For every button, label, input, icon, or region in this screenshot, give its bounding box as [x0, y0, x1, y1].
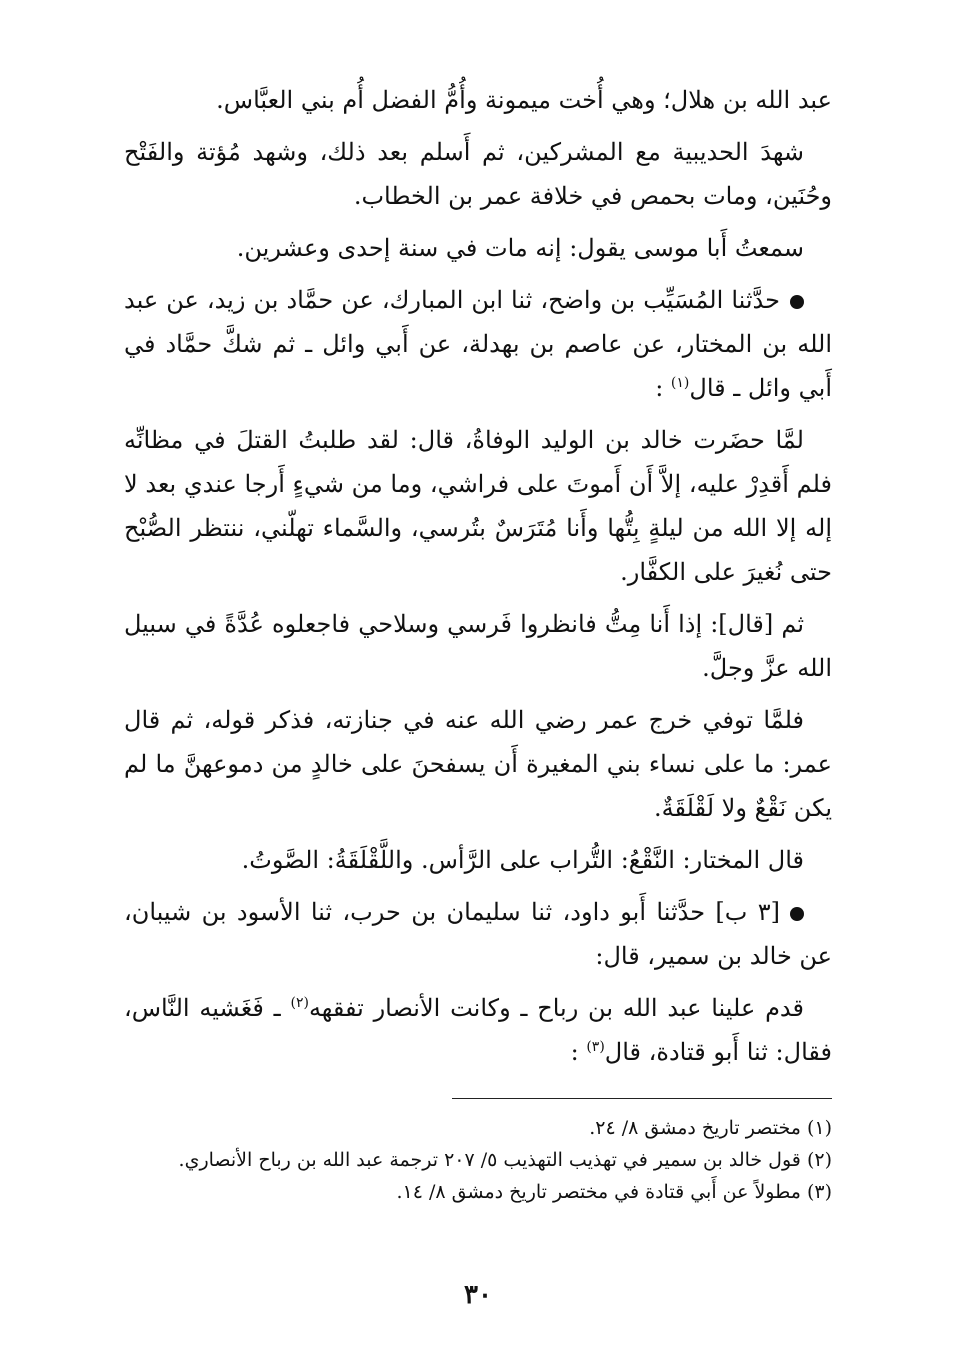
footnote: (٢) قول خالد بن سمير في تهذيب التهذيب ٥/ ٢٠٧ ترجمة عبد الله بن رباح الأنصاري.	[178, 1149, 832, 1171]
paragraph: قدم علينا عبد الله بن رباح ـ وكانت الأنصار تفقهه$^{(٢)}$ ـ فَغَشيه النَّاس، فقال: ثنا أَبو قتادة، قال$^{(٣)}$ :	[124, 994, 832, 1066]
paragraph: عبد الله بن هلال؛ وهي أُخت ميمونة وأُمُّ الفضل أُم بني العبَّاس.	[216, 86, 832, 114]
paragraph: قال المختار: النَّقْعُ: التُّراب على الرَّأس. واللَّقْلَقَةُ: الصَّوتُ.	[241, 846, 804, 874]
bullet-icon	[790, 295, 804, 309]
paragraph: [٣ ب] حدَّثنا أَبو داود، ثنا سليمان بن حرب، ثنا الأسود بن شيبان، عن خالد بن سمير، قال:	[124, 898, 832, 970]
paragraph: ثم [قال]: إذا أَنا مِتُّ فانظروا فَرسي وسلاحي فاجعلوه عُدَّةً في سبيل الله عزَّ وجلَّ.	[124, 610, 832, 682]
paragraph: فلمَّا توفي خرج عمر رضي الله عنه في جنازته، فذكر قوله، ثم قال عمر: ما على نساء بني المغيرة أَن يسفحنَ على خالدٍ من دموعهنَّ ما لم يكن نَقْعٌ ولا لَقْلَقَةٌ.	[124, 706, 832, 822]
footnote: (٣) مطولاً عن أَبي قتادة في مختصر تاريخ دمشق ٨/ ١٤.	[396, 1181, 832, 1203]
footnote-ref: (١)	[670, 375, 690, 391]
footnote-divider	[452, 1098, 832, 1099]
footnotes	[124, 1112, 832, 1208]
paragraph: شهدَ الحديبية مع المشركين، ثم أَسلم بعد ذلك، وشهد مُؤتة والفَتْح وحُنَين، ومات بحمص في خلافة عمر بن الخطاب.	[124, 138, 832, 210]
main-text	[124, 78, 832, 1082]
footnote: (١) مختصر تاريخ دمشق ٨/ ٢٤.	[589, 1117, 832, 1139]
bullet-icon	[790, 907, 804, 921]
paragraph: لمَّا حضَرت خالد بن الوليد الوفاةُ، قال: لقد طلبتُ القتلَ في مظانِّه فلم أَقدِرْ عليه، إلاَّ أَن أَموتَ على فراشي، وما من شيءٍ أَرجا عندي بعد لا إله إلا الله من ليلةٍ بِتُّها وأَنا مُتَرَسٌ بتُرسي، والسَّماء تهلّني، ننتظر الصُّبْح حتى نُغيرَ على الكفَّار.	[124, 426, 832, 586]
paragraph: حدَّثنا المُسَيِّب بن واضح، ثنا ابن المبارك، عن حمَّاد بن زيد، عن عبد الله بن المختار، عن عاصم بن بهدلة، عن أَبي وائل ـ ثم شكَّ حمَّاد في أَبي وائل ـ قال$^{(١)}$ :	[124, 286, 832, 402]
footnote-ref: (٣)	[586, 1039, 605, 1055]
paragraph: سمعتُ أَبا موسى يقول: إنه مات في سنة إحدى وعشرين.	[236, 234, 804, 262]
page-number: ٣٠	[464, 1280, 492, 1310]
footnote-ref: (٢)	[290, 995, 309, 1011]
